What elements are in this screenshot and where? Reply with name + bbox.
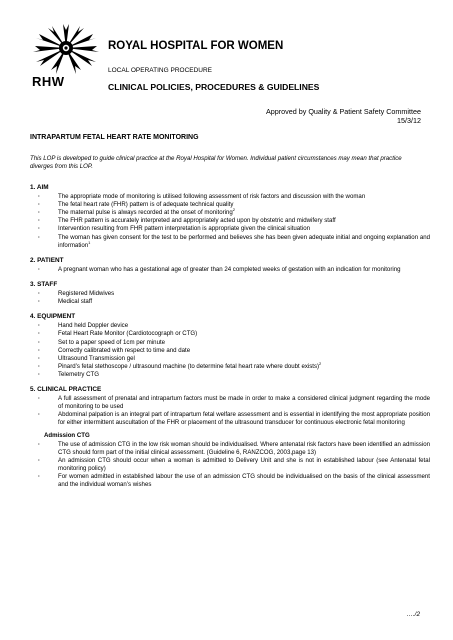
list-item: · The use of admission CTG in the low risk woman should be individualised. Where antenatal risk factors have been identified an admission CTG should form part of the initial clinical assessment. (Guideline 6, RANZCOG, 2003,page 13) xyxy=(58,441,430,457)
list-item: · A full assessment of prenatal and intrapartum factors must be made in order to make a considered clinical judgment regarding the mode of monitoring to be used xyxy=(58,395,430,411)
section-heading-clinical-practice: 5. CLINICAL PRACTICE xyxy=(30,385,102,393)
section-heading-equipment: 4. EQUIPMENT xyxy=(30,313,76,321)
list-item: · Ultrasound Transmission gel xyxy=(58,355,430,363)
list-item: · Registered Midwives xyxy=(58,290,430,298)
list-item: · Pinard’s fetal stethoscope / ultrasound machine (to determine fetal heart rate where doubt exists)$^2$ xyxy=(58,363,430,371)
section-heading-aim: 1. AIM xyxy=(30,184,49,191)
section-heading-patient: 2. PATIENT xyxy=(30,256,64,264)
list-item: · Intervention resulting from FHR pattern interpretation is appropriate given the clinical situation xyxy=(58,225,430,233)
page-number: …./2 xyxy=(406,611,420,618)
list-item: · An admission CTG should occur when a woman is admitted to Delivery Unit and she is not in established labour (see Antenatal fetal monitoring policy) xyxy=(58,457,430,473)
equipment-list xyxy=(30,322,430,379)
intro-text: This LOP is developed to guide clinical practice at the Royal Hospital for Women. Individual patient circumstances may mean that practice diverges from this LOP. xyxy=(30,155,402,171)
list-item: · A pregnant woman who has a gestational age of greater than 24 completed weeks of gestation with an indication for monitoring xyxy=(58,266,430,274)
section-title: CLINICAL POLICIES, PROCEDURES & GUIDELINES xyxy=(108,82,320,92)
list-item: · The FHR pattern is accurately interpreted and appropriately acted upon by obstetric and midwifery staff xyxy=(58,217,430,225)
approval-block xyxy=(266,107,421,126)
subheading-admission-ctg: Admission CTG xyxy=(44,432,90,440)
list-item: · Medical staff xyxy=(58,298,430,306)
list-item: · Fetal Heart Rate Monitor (Cardiotocograph or CTG) xyxy=(58,330,430,338)
reference-marker: 2 xyxy=(319,360,322,366)
section-heading-staff: 3. STAFF xyxy=(30,280,58,288)
list-item: · The maternal pulse is always recorded at the onset of monitoring$^2$ xyxy=(58,209,430,217)
list-item: · The woman has given consent for the test to be performed and believes she has been given adequate initial and ongoing explanation and information$^1$ xyxy=(58,234,430,250)
list-item: · The fetal heart rate (FHR) pattern is of adequate technical quality xyxy=(58,201,430,209)
organisation-name: ROYAL HOSPITAL FOR WOMEN xyxy=(108,40,284,52)
admission-ctg-list xyxy=(30,441,430,490)
approval-date: 15/3/12 xyxy=(397,116,421,126)
logo-text: RHW xyxy=(32,74,65,89)
list-item: · Telemetry CTG xyxy=(58,371,430,379)
list-item: · Abdominal palpation is an integral part of intrapartum fetal welfare assessment and is essential in identifying the most appropriate position for either intermittent auscultation of the FHR or placement of the ultrasound transducer for continuous electronic fetal monitoring xyxy=(58,411,430,427)
reference-marker: 2 xyxy=(232,207,236,213)
waratah-flower-icon xyxy=(30,22,102,76)
list-item: · For women admitted in established labour the use of an admission CTG should be individualised on the basis of the clinical assessment and the individual woman’s wishes xyxy=(58,473,430,489)
list-item: · The appropriate mode of monitoring is utilised following assessment of risk factors and discussion with the woman xyxy=(58,193,430,201)
reference-marker: 1 xyxy=(88,239,91,245)
document-body xyxy=(30,184,430,489)
aim-list xyxy=(30,193,430,250)
staff-list xyxy=(30,290,430,306)
list-item: · Hand held Doppler device xyxy=(58,322,430,330)
procedure-type: LOCAL OPERATING PROCEDURE xyxy=(108,67,213,74)
list-item: · Set to a paper speed of 1cm per minute xyxy=(58,339,430,347)
list-item: · Correctly calibrated with respect to time and date xyxy=(58,347,430,355)
clinical-practice-list xyxy=(30,395,430,427)
approval-line: Approved by Quality & Patient Safety Committee xyxy=(265,107,421,116)
document-title: INTRAPARTUM FETAL HEART RATE MONITORING xyxy=(30,134,199,141)
patient-list xyxy=(30,266,430,274)
